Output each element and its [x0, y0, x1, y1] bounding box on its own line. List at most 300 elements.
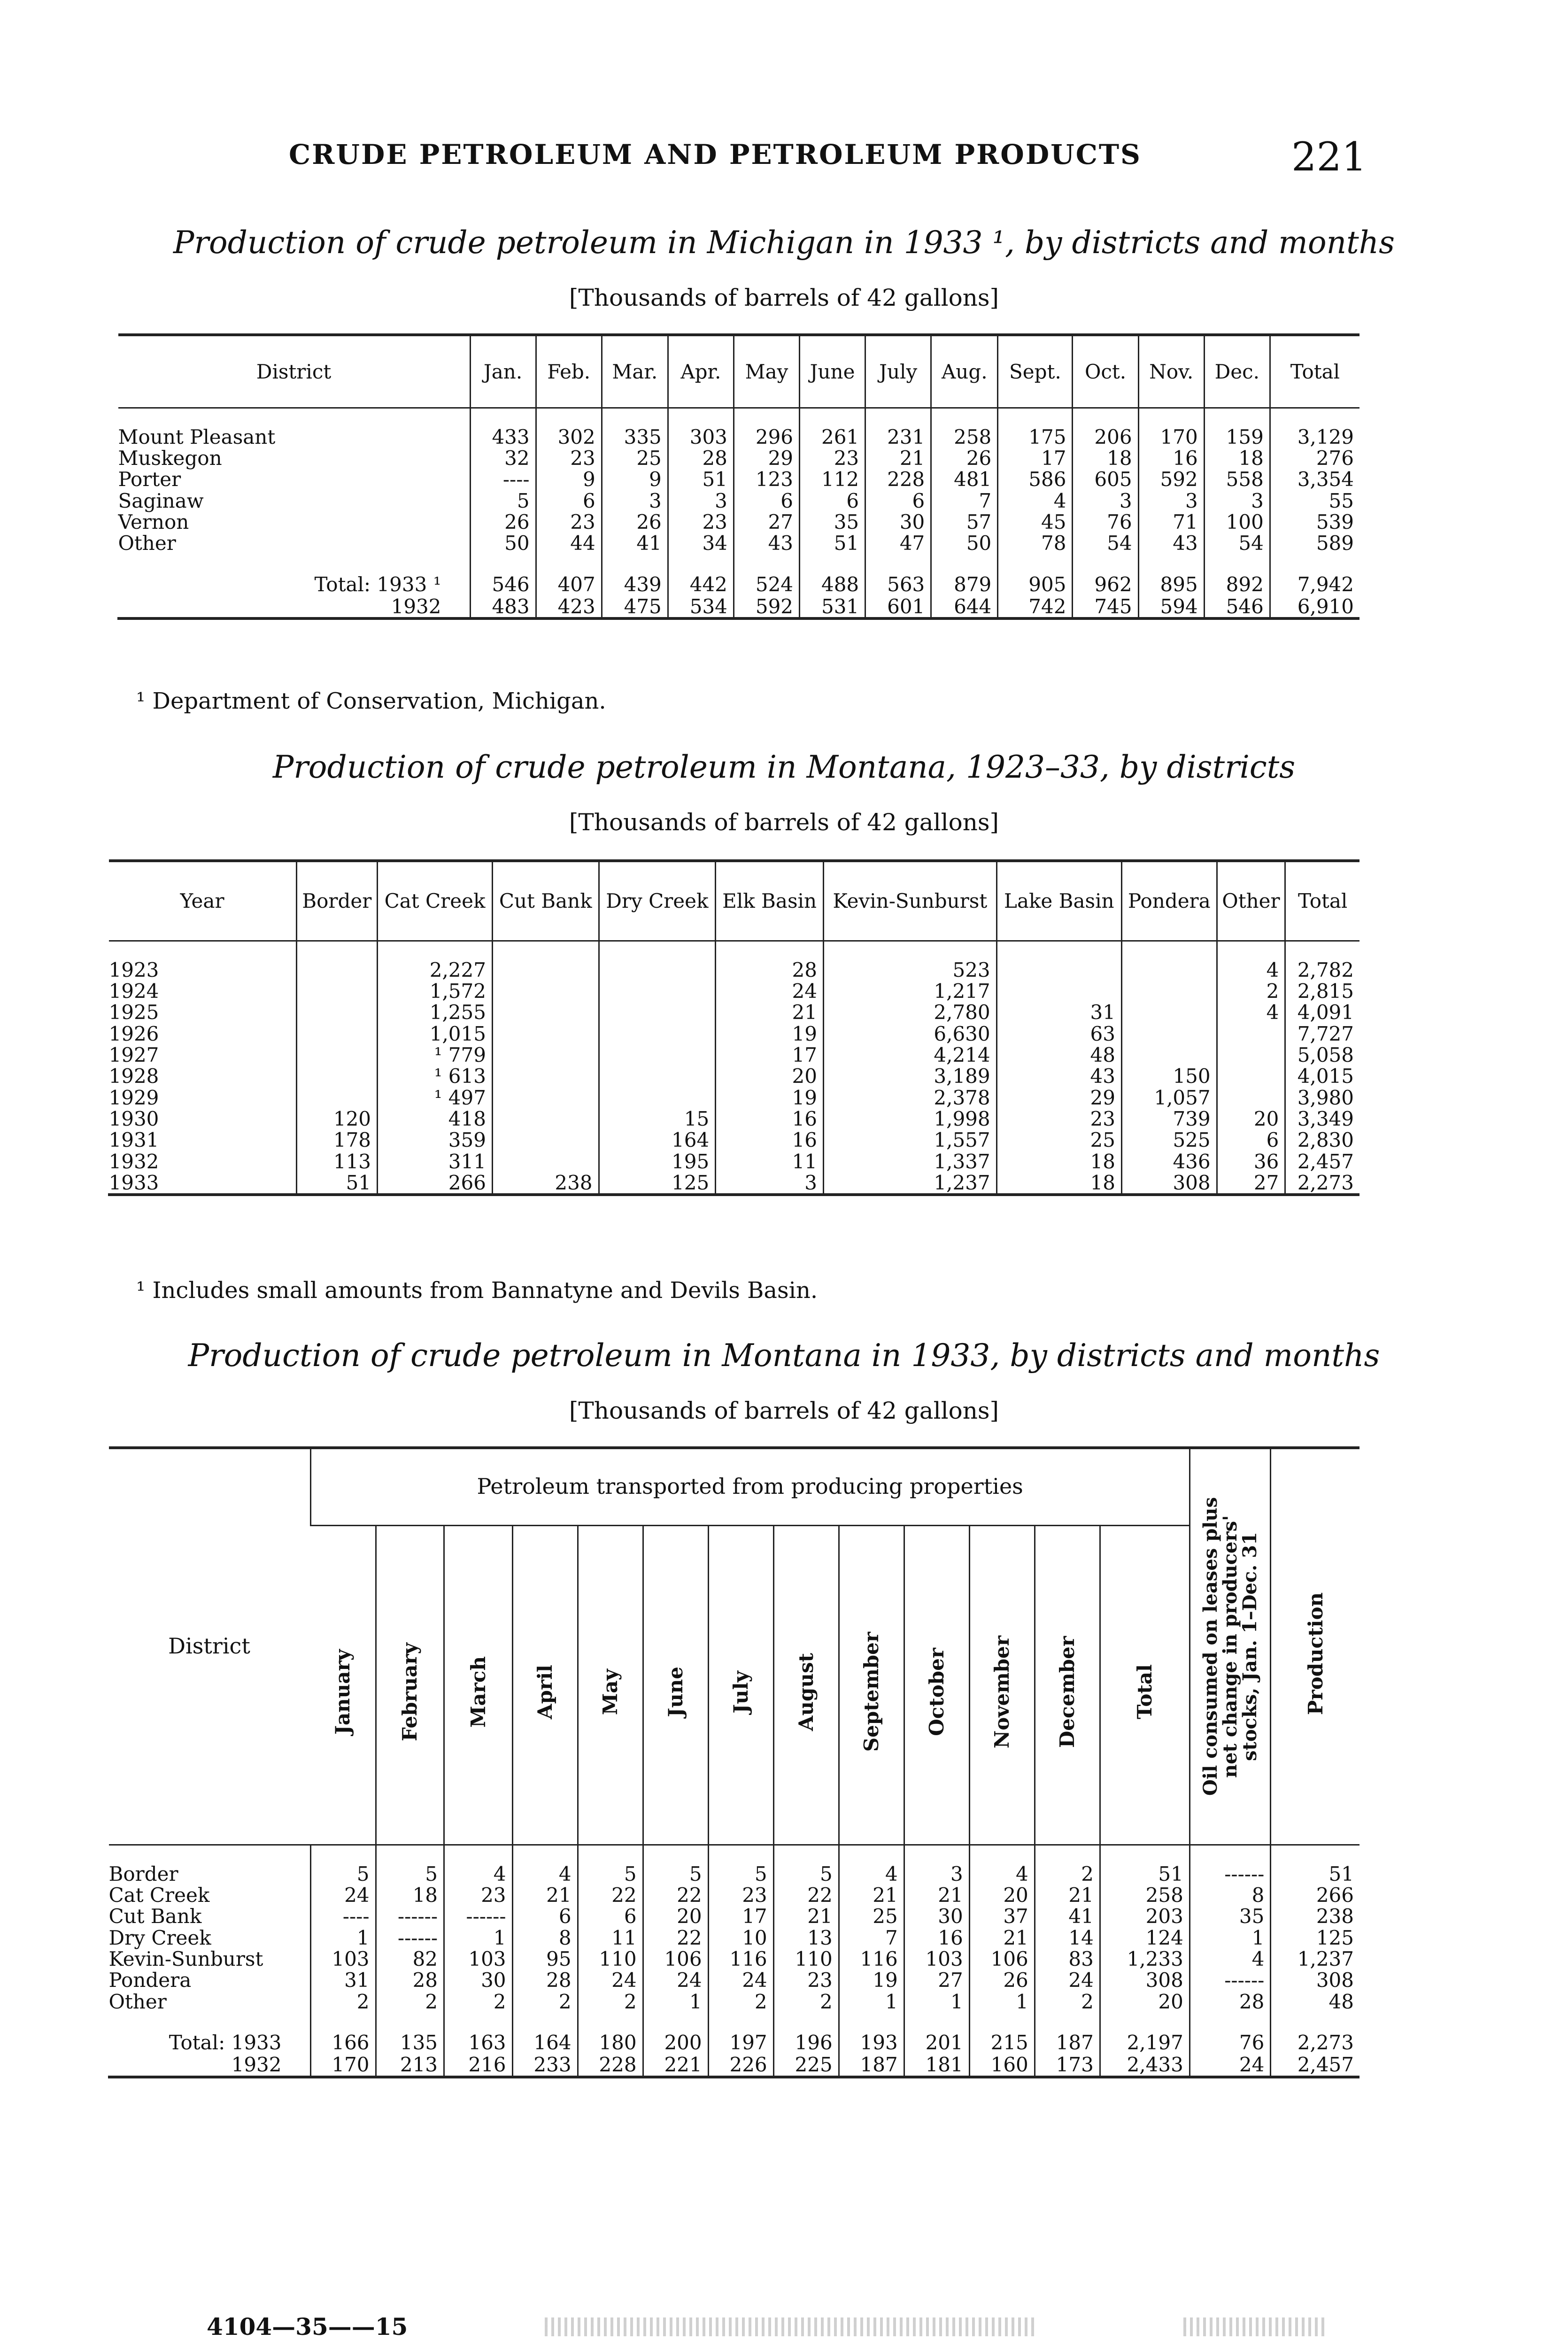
montana-years-unit-note: [Thousands of barrels of 42 gallons]	[569, 809, 999, 836]
cell-value: 23	[536, 511, 602, 533]
cell-value: 28	[668, 448, 734, 469]
page-number: 221	[1291, 134, 1367, 180]
cell-value: 586	[998, 469, 1073, 490]
cell-value: 95	[512, 1948, 578, 1970]
cell-value: 30	[904, 1906, 969, 1927]
month-col-header: Total	[1100, 1525, 1190, 1845]
cell-value	[492, 1002, 599, 1023]
cell-value: 423	[536, 595, 602, 618]
cell-value: 22	[643, 1927, 708, 1948]
montana-1933-table	[108, 1446, 1359, 2078]
cell-value	[296, 959, 378, 981]
total-row	[118, 595, 1360, 618]
row-label: Total: 1933 ¹	[314, 572, 441, 596]
cell-value: 25	[996, 1129, 1121, 1151]
michigan-col-header: Total	[1270, 335, 1359, 408]
cell-value: 23	[708, 1885, 773, 1906]
table-row	[109, 1129, 1360, 1151]
cell-value: 18	[1073, 448, 1138, 469]
cell-value: 215	[969, 2031, 1035, 2053]
michigan-col-header: Jan.	[470, 335, 536, 408]
cell-value: 226	[708, 2053, 773, 2077]
cell-value: 159	[1204, 426, 1270, 448]
cell-value: 589	[1270, 533, 1359, 554]
cell-value: 124	[1100, 1927, 1190, 1948]
cell-value: 26	[602, 511, 668, 533]
cell-value: 5	[470, 490, 536, 511]
cell-value	[1122, 1044, 1217, 1066]
cell-value: 7	[931, 490, 998, 511]
cell-value	[599, 1087, 716, 1108]
michigan-col-header: July	[865, 335, 931, 408]
cell-value: 125	[1271, 1927, 1359, 1948]
cell-value: 276	[1270, 448, 1359, 469]
cell-value	[492, 1129, 599, 1151]
cell-value: 18	[376, 1885, 444, 1906]
cell-value: 6	[512, 1906, 578, 1927]
cell-value: 308	[1271, 1970, 1359, 1991]
cell-value: 21	[1035, 1885, 1100, 1906]
cell-value	[599, 1044, 716, 1066]
cell-value: 221	[643, 2053, 708, 2077]
cell-value: 82	[376, 1948, 444, 1970]
cell-value: 30	[444, 1970, 513, 1991]
cell-value: 213	[376, 2053, 444, 2077]
montana-years-title: Production of crude petroleum in Montana, 1923–33, by districts	[272, 749, 1296, 785]
cell-value: 17	[998, 448, 1073, 469]
michigan-table	[117, 333, 1359, 620]
cell-value	[599, 959, 716, 981]
cell-value: 433	[470, 426, 536, 448]
cell-value: 20	[969, 1885, 1035, 1906]
montana-years-col-header: Total	[1285, 861, 1359, 941]
cell-value: 7,727	[1285, 1023, 1359, 1044]
table-row	[118, 511, 1360, 533]
cell-value: 962	[1073, 573, 1138, 595]
cell-value: ¹ 779	[378, 1044, 493, 1066]
cell-value: 106	[969, 1948, 1035, 1970]
month-col-header: May	[578, 1525, 643, 1845]
cell-value	[296, 1066, 378, 1087]
cell-value: 18	[996, 1172, 1121, 1195]
cell-value: 43	[734, 533, 799, 554]
michigan-col-header: Apr.	[668, 335, 734, 408]
cell-value: 436	[1122, 1151, 1217, 1172]
cell-value: 36	[1217, 1151, 1285, 1172]
cell-value: 6	[536, 490, 602, 511]
cell-value: 29	[734, 448, 799, 469]
cell-value: 166	[310, 2031, 376, 2053]
cell-value: 4,091	[1285, 1002, 1359, 1023]
table-row	[109, 1023, 1360, 1044]
table-row	[118, 533, 1360, 554]
cell-value: 181	[904, 2053, 969, 2077]
cell-value	[296, 981, 378, 1002]
cell-value: 48	[996, 1044, 1121, 1066]
cell-value: 18	[996, 1151, 1121, 1172]
cell-value: 29	[996, 1087, 1121, 1108]
cell-value: 4	[998, 490, 1073, 511]
cell-value: 14	[1035, 1927, 1100, 1948]
cell-value: 163	[444, 2031, 513, 2053]
cell-value: 592	[1138, 469, 1204, 490]
cell-value: 1,557	[823, 1129, 996, 1151]
cell-value: 44	[536, 533, 602, 554]
cell-value	[492, 981, 599, 1002]
cell-value: 50	[470, 533, 536, 554]
montana-1933-title: Production of crude petroleum in Montana in 1933, by districts and months	[188, 1337, 1380, 1374]
cell-value: 2	[310, 1991, 376, 2012]
cell-value: ----	[310, 1906, 376, 1927]
cell-value: 2	[444, 1991, 513, 2012]
month-col-header: November	[969, 1525, 1035, 1845]
cell-value	[1122, 981, 1217, 1002]
cell-value: 57	[931, 511, 998, 533]
cell-value: 15	[599, 1108, 716, 1129]
michigan-col-header: Nov.	[1138, 335, 1204, 408]
cell-value: 6	[1217, 1129, 1285, 1151]
cell-value: 47	[865, 533, 931, 554]
cell-value: 24	[643, 1970, 708, 1991]
cell-value	[996, 959, 1121, 981]
cell-value	[492, 1066, 599, 1087]
cell-value: ------	[444, 1906, 513, 1927]
cell-value: 4	[839, 1863, 904, 1885]
cell-value: 1,237	[1271, 1948, 1359, 1970]
cell-value: 2,782	[1285, 959, 1359, 981]
table-row	[109, 1885, 1360, 1906]
cell-value: 5	[773, 1863, 839, 1885]
cell-value: 524	[734, 573, 799, 595]
cell-value: 488	[800, 573, 865, 595]
cell-value: 2,815	[1285, 981, 1359, 1002]
cell-value: 228	[578, 2053, 643, 2077]
cell-value: 3	[602, 490, 668, 511]
cell-value: 24	[310, 1885, 376, 1906]
cell-value: 195	[599, 1151, 716, 1172]
cell-value: 3	[1138, 490, 1204, 511]
cell-value: 594	[1138, 595, 1204, 618]
cell-value: 37	[969, 1906, 1035, 1927]
cell-value	[296, 1023, 378, 1044]
cell-value: 592	[734, 595, 799, 618]
michigan-col-header: May	[734, 335, 799, 408]
michigan-col-header: Aug.	[931, 335, 998, 408]
cell-value: 5	[708, 1863, 773, 1885]
cell-value: 2	[512, 1991, 578, 2012]
cell-value: 71	[1138, 511, 1204, 533]
cell-value: 51	[800, 533, 865, 554]
cell-value: 1,015	[378, 1023, 493, 1044]
cell-value: 3	[1204, 490, 1270, 511]
cell-value: 43	[1138, 533, 1204, 554]
cell-value: 2	[1035, 1863, 1100, 1885]
cell-value: 21	[512, 1885, 578, 1906]
michigan-col-header: Feb.	[536, 335, 602, 408]
cell-value: 481	[931, 469, 998, 490]
cell-value	[492, 1151, 599, 1172]
cell-value: 103	[444, 1948, 513, 1970]
cell-value: 120	[296, 1108, 378, 1129]
cell-value: 28	[512, 1970, 578, 1991]
cell-value: 76	[1073, 511, 1138, 533]
cell-value: 1,233	[1100, 1948, 1190, 1970]
cell-value: 1	[643, 1991, 708, 2012]
cell-value: 23	[668, 511, 734, 533]
cell-value: 197	[708, 2031, 773, 2053]
cell-value: 48	[1271, 1991, 1359, 2012]
cell-value: 8	[512, 1927, 578, 1948]
cell-value: 2,197	[1100, 2031, 1190, 2053]
cell-value: 22	[578, 1885, 643, 1906]
cell-value: 21	[716, 1002, 824, 1023]
cell-value: 2,457	[1271, 2053, 1359, 2077]
month-col-header: July	[708, 1525, 773, 1845]
cell-value	[1217, 1044, 1285, 1066]
table-row	[109, 1002, 1360, 1023]
cell-value: 2,227	[378, 959, 493, 981]
cell-value: 475	[602, 595, 668, 618]
total-row	[109, 2031, 1360, 2053]
montana-1933-unit-note: [Thousands of barrels of 42 gallons]	[569, 1397, 999, 1424]
cell-value: 5	[578, 1863, 643, 1885]
table-row	[109, 1927, 1360, 1948]
row-label: 1929	[108, 1086, 159, 1109]
cell-value: 30	[865, 511, 931, 533]
cell-value: 51	[296, 1172, 378, 1195]
cell-value: 266	[1271, 1885, 1359, 1906]
cell-value: 296	[734, 426, 799, 448]
row-label: Cut Bank	[108, 1905, 202, 1928]
montana-years-col-header: Elk Basin	[716, 861, 824, 941]
montana-years-footnote: ¹ Includes small amounts from Bannatyne and Devils Basin.	[136, 1277, 818, 1304]
cell-value: 20	[716, 1066, 824, 1087]
cell-value: 24	[1190, 2053, 1271, 2077]
table-row	[109, 1172, 1360, 1195]
cell-value: 539	[1270, 511, 1359, 533]
montana-years-col-header: Cut Bank	[492, 861, 599, 941]
cell-value: 110	[773, 1948, 839, 1970]
cell-value: 1	[1190, 1927, 1271, 1948]
cell-value: 3	[904, 1863, 969, 1885]
month-col-header: February	[376, 1525, 444, 1845]
cell-value: 6	[800, 490, 865, 511]
cell-value: 178	[296, 1129, 378, 1151]
cell-value: 173	[1035, 2053, 1100, 2077]
cell-value: 10	[708, 1927, 773, 1948]
cell-value: ------	[376, 1927, 444, 1948]
cell-value: 1,998	[823, 1108, 996, 1129]
cell-value: 6	[865, 490, 931, 511]
cell-value: 523	[823, 959, 996, 981]
cell-value: 3,980	[1285, 1087, 1359, 1108]
cell-value: 13	[773, 1927, 839, 1948]
cell-value	[1122, 1023, 1217, 1044]
table-row	[109, 1066, 1360, 1087]
cell-value: 16	[1138, 448, 1204, 469]
cell-value: 116	[708, 1948, 773, 1970]
transported-group-header: Petroleum transported from producing properties	[310, 1448, 1190, 1525]
cell-value: 644	[931, 595, 998, 618]
cell-value: 19	[716, 1087, 824, 1108]
cell-value	[1217, 1066, 1285, 1087]
cell-value: 2,273	[1271, 2031, 1359, 2053]
row-label: 1925	[108, 1001, 159, 1024]
cell-value: 193	[839, 2031, 904, 2053]
cell-value: ----	[470, 469, 536, 490]
row-label: 1923	[108, 958, 159, 981]
month-col-header: September	[839, 1525, 904, 1845]
montana-years-col-header: Pondera	[1122, 861, 1217, 941]
cell-value: 113	[296, 1151, 378, 1172]
cell-value: 4,214	[823, 1044, 996, 1066]
cell-value: 303	[668, 426, 734, 448]
cell-value: 266	[378, 1172, 493, 1195]
cell-value: 135	[376, 2031, 444, 2053]
cell-value: 8	[1190, 1885, 1271, 1906]
cell-value: 50	[931, 533, 998, 554]
cell-value: 1,057	[1122, 1087, 1217, 1108]
cell-value: 106	[643, 1948, 708, 1970]
cell-value: 41	[602, 533, 668, 554]
cell-value: 407	[536, 573, 602, 595]
cell-value: 4	[1217, 1002, 1285, 1023]
cell-value: 228	[865, 469, 931, 490]
cell-value: 5	[310, 1863, 376, 1885]
montana-years-col-header: Border	[296, 861, 378, 941]
row-label: Vernon	[118, 510, 189, 533]
cell-value: 21	[904, 1885, 969, 1906]
cell-value: 302	[536, 426, 602, 448]
cell-value: 187	[1035, 2031, 1100, 2053]
oil-consumed-header: Oil consumed on leases plus net change in producers' stocks, Jan. 1–Dec. 31	[1190, 1448, 1271, 1845]
row-label: Porter	[118, 468, 181, 491]
cell-value: 2,433	[1100, 2053, 1190, 2077]
cell-value: 2,780	[823, 1002, 996, 1023]
table-row	[109, 1108, 1360, 1129]
cell-value: 20	[643, 1906, 708, 1927]
cell-value: 28	[1190, 1991, 1271, 2012]
cell-value: 2,273	[1285, 1172, 1359, 1195]
cell-value: 24	[708, 1970, 773, 1991]
cell-value: 17	[716, 1044, 824, 1066]
cell-value: 879	[931, 573, 998, 595]
cell-value: 6,910	[1270, 595, 1359, 618]
cell-value: 4	[512, 1863, 578, 1885]
cell-value: 7	[839, 1927, 904, 1948]
cell-value: 335	[602, 426, 668, 448]
cell-value: 20	[1217, 1108, 1285, 1129]
cell-value: 563	[865, 573, 931, 595]
cell-value: 206	[1073, 426, 1138, 448]
month-col-header: January	[310, 1525, 376, 1845]
row-label: 1932	[391, 595, 441, 618]
row-label: Other	[108, 1990, 167, 2013]
cell-value: 43	[996, 1066, 1121, 1087]
cell-value: 1	[839, 1991, 904, 2012]
district-header: District	[109, 1448, 311, 1845]
cell-value: 1,217	[823, 981, 996, 1002]
cell-value: 19	[716, 1023, 824, 1044]
cell-value: 116	[839, 1948, 904, 1970]
cell-value: 76	[1190, 2031, 1271, 2053]
cell-value: 3	[1073, 490, 1138, 511]
michigan-col-header: Sept.	[998, 335, 1073, 408]
cell-value: 25	[602, 448, 668, 469]
michigan-col-header: Oct.	[1073, 335, 1138, 408]
cell-value: 35	[800, 511, 865, 533]
row-label: 1928	[108, 1065, 159, 1088]
cell-value: 1	[904, 1991, 969, 2012]
table-row	[109, 1948, 1360, 1970]
cell-value: 359	[378, 1129, 493, 1151]
row-label: Muskegon	[118, 446, 222, 470]
montana-years-col-header: Lake Basin	[996, 861, 1121, 941]
table-row	[109, 959, 1360, 981]
cell-value: 11	[578, 1927, 643, 1948]
cell-value: 442	[668, 573, 734, 595]
cell-value: 2	[578, 1991, 643, 2012]
row-label: 1932	[231, 2053, 282, 2077]
cell-value: 439	[602, 573, 668, 595]
cell-value	[492, 1087, 599, 1108]
cell-value: 26	[931, 448, 998, 469]
month-col-header: December	[1035, 1525, 1100, 1845]
cell-value: 54	[1073, 533, 1138, 554]
total-row	[109, 2053, 1360, 2077]
cell-value: 24	[716, 981, 824, 1002]
table-row	[118, 426, 1360, 448]
cell-value: 27	[734, 511, 799, 533]
cell-value: 2	[1035, 1991, 1100, 2012]
cell-value	[296, 1044, 378, 1066]
cell-value: 20	[1100, 1991, 1190, 2012]
cell-value: 4	[444, 1863, 513, 1885]
michigan-footnote: ¹ Department of Conservation, Michigan.	[136, 688, 606, 714]
cell-value: 238	[492, 1172, 599, 1195]
cell-value: 26	[969, 1970, 1035, 1991]
cell-value	[599, 981, 716, 1002]
cell-value	[1122, 1002, 1217, 1023]
cell-value: 28	[376, 1970, 444, 1991]
row-label: Dry Creek	[108, 1926, 211, 1949]
cell-value: 531	[800, 595, 865, 618]
cell-value: 26	[470, 511, 536, 533]
cell-value: 2,378	[823, 1087, 996, 1108]
row-label: Cat Creek	[108, 1883, 210, 1907]
row-label: 1927	[108, 1043, 159, 1066]
cell-value: 895	[1138, 573, 1204, 595]
cell-value: 17	[708, 1906, 773, 1927]
cell-value: 164	[512, 2031, 578, 2053]
cell-value: 31	[996, 1002, 1121, 1023]
cell-value: 180	[578, 2031, 643, 2053]
cell-value: 16	[716, 1129, 824, 1151]
cell-value: 51	[668, 469, 734, 490]
cell-value: 32	[470, 448, 536, 469]
cell-value: 7,942	[1270, 573, 1359, 595]
cell-value: 308	[1122, 1172, 1217, 1195]
month-col-header: March	[444, 1525, 513, 1845]
cell-value: ------	[376, 1906, 444, 1927]
cell-value	[599, 1066, 716, 1087]
cell-value	[996, 981, 1121, 1002]
cell-value: 601	[865, 595, 931, 618]
cell-value: 308	[1100, 1970, 1190, 1991]
row-label: Pondera	[108, 1969, 192, 1992]
cell-value: 2	[773, 1991, 839, 2012]
cell-value: 225	[773, 2053, 839, 2077]
